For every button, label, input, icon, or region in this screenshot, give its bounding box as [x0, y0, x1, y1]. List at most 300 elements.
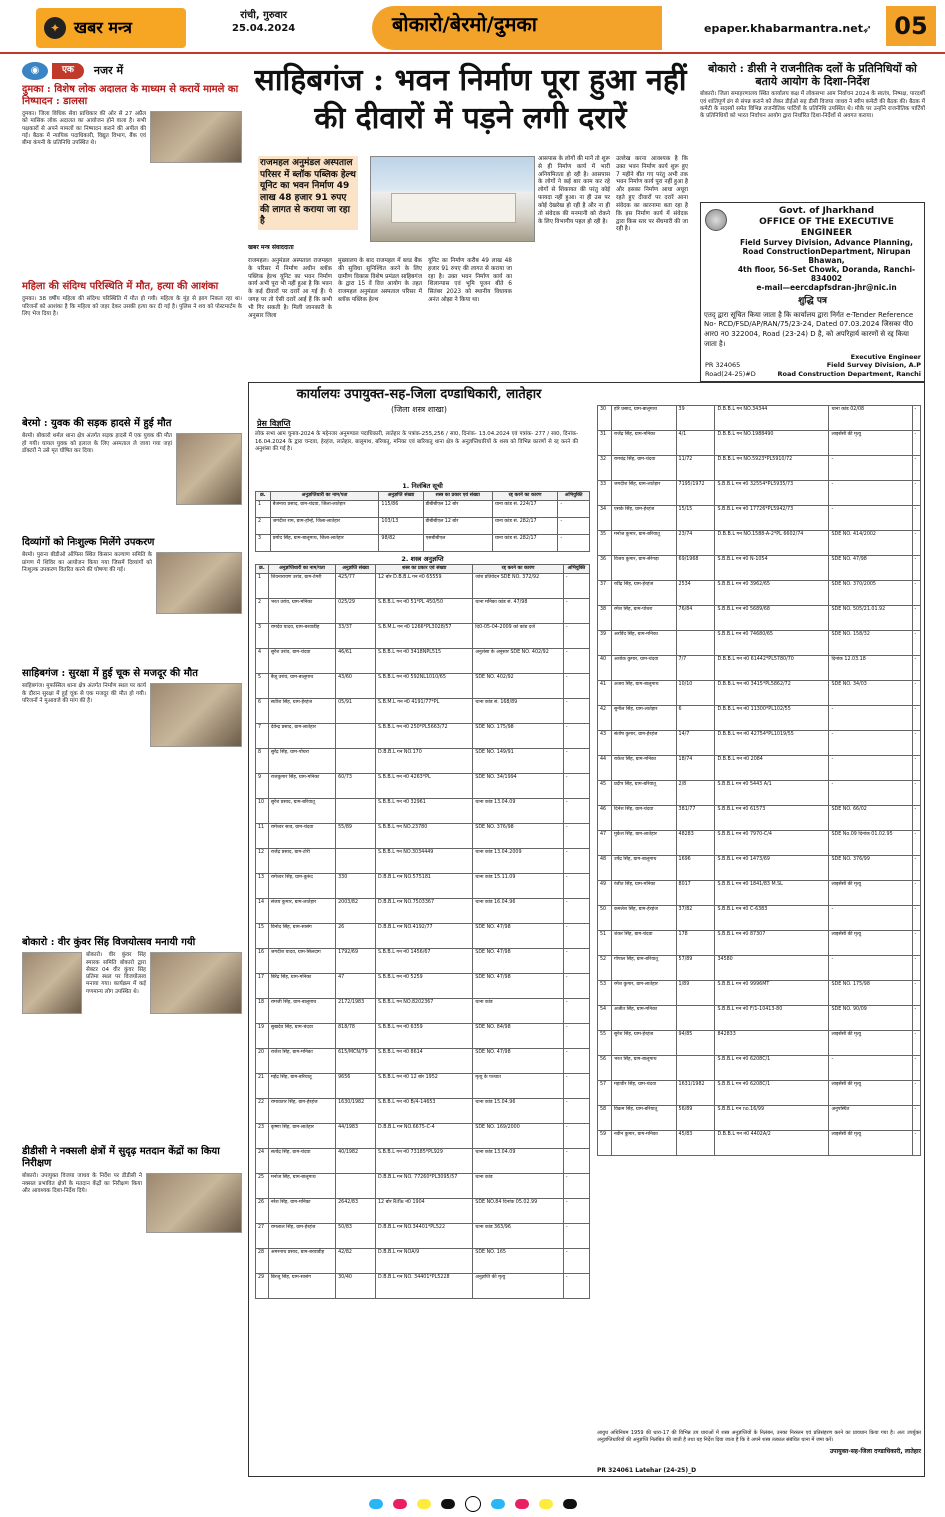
- table-3-cell: -: [912, 631, 920, 656]
- table-3-cell: विक्रम सिंह, ग्राम-बरियातू: [611, 1106, 676, 1131]
- table-2-cell: 425/77: [336, 573, 376, 598]
- table-3-row: [598, 956, 921, 981]
- table-2-cell: 615/MCN/79: [336, 1048, 376, 1073]
- table-2-cell: 025/29: [336, 598, 376, 623]
- table-3-row: [598, 606, 921, 631]
- table-2-cell: [336, 798, 376, 823]
- table-3-row: [598, 631, 921, 656]
- table-3-cell: कमलेश सिंह, ग्राम-हेरहंज: [611, 906, 676, 931]
- table-2-cell: -: [563, 798, 589, 823]
- table-2-cell: 2172/1983: [336, 998, 376, 1023]
- left-column: [22, 62, 242, 1502]
- headline-sahibganj-majdoor[interactable]: साहिबगंज : सुरक्षा में हुई चूक से मजदूर की मौत: [22, 668, 198, 680]
- table-3-cell: -: [912, 681, 920, 706]
- table-3-cell: S.B.B.L गन नं0 61573: [715, 806, 829, 831]
- table-3-cell: अशोक कुमार, ग्राम-चंदवा: [611, 656, 676, 681]
- table-3-cell: [676, 1056, 715, 1081]
- table-1-title: 1. निलंबित सूची: [402, 482, 443, 490]
- table-2-row: [256, 1123, 590, 1148]
- table-1-cell: 98/82: [379, 534, 423, 551]
- main-col-4: आसपास के लोगों की मानें तो शुरू से ही निर्माण कार्य में भारी अनियमितता हो रही है। आसपास के लोगों ने कई बार काम कर रहे लोगों से शिकायत की परंतु कोई फायदा नहीं हुआ। ना ही उस पर कोई देखरेख हो रही है और ना ही तो संवेदक की मनमानी को रोकने के लिए विभागीय पहल हो रही है।: [538, 156, 610, 225]
- table-2-cell: SDE NO. 402/92: [473, 673, 564, 698]
- table-3-cell: महावीर सिंह, ग्राम-चंदवा: [611, 1081, 676, 1106]
- table-1-cell: 1: [256, 500, 271, 517]
- table-2-cell: थाना कांड: [473, 1173, 564, 1198]
- adv-pr-number: PR 324061 Latehar (24-25)_D: [597, 1466, 697, 1474]
- table-3-cell: 59: [598, 1131, 612, 1156]
- table-3-cell: -: [912, 731, 920, 756]
- article-dumka-lok-adalat-cont: [22, 147, 242, 277]
- table-2-row: [256, 998, 590, 1023]
- table-2-cell: 1630/1982: [336, 1098, 376, 1123]
- table-3-cell: 2/8: [676, 781, 715, 806]
- table-3-cell: -: [912, 581, 920, 606]
- table-2-row: [256, 898, 590, 923]
- table-2-header-cell: अनुज्ञप्ति संख्या: [336, 565, 376, 574]
- registration-mark-icon: [465, 1496, 481, 1512]
- table-2-cell: बिरेंद्र सिंह, ग्राम-मनिका: [268, 973, 335, 998]
- table-3-cell: S.B.B.L गन नं0 6208C/1: [715, 1081, 829, 1106]
- table-3-cell: रंजीत सिंह, ग्राम-मनिका: [611, 881, 676, 906]
- notice-text: एतद् द्वारा सूचित किया जाता है कि कार्यालय द्वारा निर्गत e-Tender Reference No- RCD/FSD/AP/RAN/75/23-24, Dated 07.03.2024 जिसका पी0 आर0 न0 322004, Road (23-24) D है, को अपरिहार्य कारणों से रद्द किया जाता है।: [704, 310, 914, 349]
- table-2-cell: SDE NO. 165: [473, 1248, 564, 1273]
- notice-sign-3: Road Construction Department, Ranchi: [777, 369, 921, 378]
- table-1-cell: एसबीबीएल: [423, 534, 492, 551]
- table-3-cell: -: [829, 756, 912, 781]
- table-3-cell: रामचंद्र सिंह, ग्राम-चंदवा: [611, 456, 676, 481]
- table-3-cell: -: [912, 1006, 920, 1031]
- table-2-cell: 15: [256, 923, 269, 948]
- table-3-cell: S.B.B.L गन नं0 5443 A/1: [715, 781, 829, 806]
- section-title: बोकारो/बेरमो/दुमका: [392, 12, 537, 36]
- table-3-cell: गोपाल सिंह, ग्राम-बरियातू: [611, 956, 676, 981]
- print-color-strip: [0, 1490, 945, 1517]
- table-2-row: [256, 1023, 590, 1048]
- table-3-cell: -: [912, 656, 920, 681]
- table-2-row: [256, 1173, 590, 1198]
- table-3-cell: D.B.B.L गन नं0 4402A/2: [715, 1131, 829, 1156]
- table-3-cell: -: [912, 531, 920, 556]
- table-2-cell: सतीश सिंह, ग्राम-हेरहंज: [268, 698, 335, 723]
- table-3-cell: अरविंद सिंह, ग्राम-मनिका: [611, 631, 676, 656]
- table-2-row: [256, 748, 590, 773]
- table-2-row: [256, 723, 590, 748]
- table-3-cell: -: [912, 931, 920, 956]
- table-2-cell: मनोज सिंह, ग्राम-बालूमाथ: [268, 1173, 335, 1198]
- table-3-cell: [676, 631, 715, 656]
- table-3-cell: सुनील सिंह, ग्राम-लातेहार: [611, 706, 676, 731]
- table-2-cell: -: [563, 898, 589, 923]
- table-2-cell: विनोद सिंह, ग्राम-सासंग: [268, 923, 335, 948]
- table-3-cell: 39: [598, 631, 612, 656]
- table-2-cell: थाना कांड 16.04.96: [473, 898, 564, 923]
- table-3-cell: -: [912, 756, 920, 781]
- table-3-cell: लाइसेंसी की मृत्यु: [829, 1131, 912, 1156]
- cursor-icon: ➶: [862, 22, 873, 36]
- cyan-mark: [369, 1499, 383, 1509]
- photo-majdoor: [150, 683, 242, 747]
- table-3-cell: लाइसेंसी की मृत्यु: [829, 1081, 912, 1106]
- table-2-cell: -: [563, 1273, 589, 1298]
- notice-title: शुद्धि पत्र: [798, 296, 827, 307]
- table-3-cell: 50: [598, 906, 612, 931]
- table-3-cell: 45: [598, 781, 612, 806]
- table-3-cell: मुकेश सिंह, ग्राम-लातेहार: [611, 831, 676, 856]
- table-2-cell: -: [563, 773, 589, 798]
- table-3-row: [598, 406, 921, 431]
- table-2-cell: -: [563, 973, 589, 998]
- table-3-cell: D.B.B.L गन नं0 61442*PL5780/70: [715, 656, 829, 681]
- table-2-cell: S.B.B.L गन नं0 5259: [376, 973, 473, 998]
- table-3-cell: राकेश सिंह, ग्राम-मनिका: [611, 756, 676, 781]
- article-bokaro-dc: बोकारो। जिला समाहरणालय स्थित कार्यालय कक्ष में लोकसभा आम निर्वाचन 2024 के स्वतंत्र, निष्पक्ष, पारदर्शी एवं शांतिपूर्ण ढंग से संपन्न कराने को लेकर डीईओ सह डीसी विजया जाधव ने स्वीप कमेटी की बैठक की। बैठक में कमेटी के सदस्यों समेत विभिन्न राजनीतिक पार्टियों के प्रतिनिधि उपस्थित थे। मौके पर उन्होंने राजनीतिक पार्टियों के प्रतिनिधियों को भारत निर्वाचन आयोग द्वारा निर्धारित दिशा-निर्देशों से अवगत कराया।: [700, 91, 925, 120]
- table-3-cell: 56: [598, 1056, 612, 1081]
- table-2-cell: थाना कांड सं. 168/89: [473, 698, 564, 723]
- headline-ddc-nirikshan[interactable]: डीडीसी ने नक्सली क्षेत्रों में सुदृढ़ मतदान केंद्रों का किया निरीक्षण: [22, 1146, 220, 1170]
- photo-ddc: [146, 1173, 242, 1233]
- table-3-cell: -: [912, 1031, 920, 1056]
- table-2-cell: S.B.B.L गन नं0 32961: [376, 798, 473, 823]
- table-3-cell: D.B.B.L गन NO.34344: [715, 406, 829, 431]
- table-3-row: [598, 706, 921, 731]
- adv-intro: लोक सभा आम चुनाव-2024 के मद्देनजर अनुमण्डल पदाधिकारी, लातेहार के पत्रांक-255,256 / सा0, दिनांक- 13.04.2024 एवं पत्रांक- 277 / सा0, दिनांक- 16.04.2024 के द्वारा चन्दवा, हेरहंज, लातेहार, बालूमाथ, बरियातू, मनिका एवं बारियातू थाना क्षेत्र के अनुज्ञप्तिधारियों के शस्त्र को विभिन्न कारणों से रद्द करने की अनुशंसा की गई है।: [255, 431, 578, 452]
- table-3-cell: अजीत सिंह, ग्राम-मनिका: [611, 1006, 676, 1031]
- notice-office: OFFICE OF THE EXECUTIVE ENGINEER: [759, 216, 894, 238]
- table-2-cell: 2: [256, 598, 269, 623]
- table-3-cell: 53: [598, 981, 612, 1006]
- table-2-cell: S.B.B.L गन नं0 3418NPL515: [376, 648, 473, 673]
- table-2-cell: मृत्यु के पश्चात: [473, 1073, 564, 1098]
- table-2-cell: S.B.B.L गन NO.8202367: [376, 998, 473, 1023]
- table-3-cell: भरत सिंह, ग्राम-बालूमाथ: [611, 1056, 676, 1081]
- table-2-cell: 24: [256, 1148, 269, 1173]
- masthead: [0, 0, 945, 54]
- table-3-cell: S.B.B.L गन no.16/99: [715, 1106, 829, 1131]
- table-3-cell: -: [912, 981, 920, 1006]
- table-2-cell: संजय कुमार, ग्राम-लातेहार: [268, 898, 335, 923]
- table-2-cell: -: [563, 823, 589, 848]
- table-2-header-cell: शस्त्र का प्रकार एवं संख्या: [376, 565, 473, 574]
- table-2-cell: 1792/69: [336, 948, 376, 973]
- table-2-row: [256, 973, 590, 998]
- table-3-row: [598, 456, 921, 481]
- table-3-cell: SDE NO. 66/02: [829, 806, 912, 831]
- table-1-cell: डीबीबीएल 12 बोर: [423, 517, 492, 534]
- table-3-cell: -: [912, 456, 920, 481]
- table-2-row: [256, 573, 590, 598]
- table-2-cell: 330: [336, 873, 376, 898]
- date: 25.04.2024: [232, 22, 296, 34]
- table-3-cell: -: [912, 431, 920, 456]
- table-2-cell: -: [563, 573, 589, 598]
- table-2-cell: -: [563, 1123, 589, 1148]
- headline-divyang-upkaran[interactable]: दिव्यांगों को निःशुल्क मिलेंगे उपकरण: [22, 537, 155, 549]
- table-2-cell: D.B.B.L गन NO.34401*PL522: [376, 1223, 473, 1248]
- table-3-cell: लाइसेंसी की मृत्यु: [829, 931, 912, 956]
- building-photo: [370, 156, 535, 242]
- notice-sign-2: Field Survey Division, A.P: [826, 361, 921, 370]
- table-3-cell: -: [912, 881, 920, 906]
- table-1-body: [256, 500, 590, 551]
- table-3-cell: -: [912, 1056, 920, 1081]
- table-3-cell: SDE NO. 505/21.01.92: [829, 606, 912, 631]
- table-3-cell: 10/10: [676, 681, 715, 706]
- table-2-cell: S.B.B.L गन नं0 1456/67: [376, 948, 473, 973]
- table-2-cell: D.B.B.L गन NO.7503367: [376, 898, 473, 923]
- black-mark: [441, 1499, 455, 1509]
- table-3-cell: 7/7: [676, 656, 715, 681]
- cyan-mark-2: [491, 1499, 505, 1509]
- table-2-cell: [336, 848, 376, 873]
- table-3-cell: S.B.B.L गन नं0 17726*PL5942/73: [715, 506, 829, 531]
- table-2-row: [256, 1198, 590, 1223]
- table-3-cell: S.B.B.L गन नं0 6208C/1: [715, 1056, 829, 1081]
- table-1: [255, 491, 590, 552]
- table-2-cell: 1: [256, 573, 269, 598]
- table-3-cell: -: [829, 1056, 912, 1081]
- notice-sign-1: Executive Engineer: [850, 352, 921, 361]
- epaper-link[interactable]: epaper.khabarmantra.net: [704, 22, 863, 35]
- table-3-cell: 34580: [715, 956, 829, 981]
- table-3-cell: 48283: [676, 831, 715, 856]
- table-1-header-cell: क्र.: [256, 492, 271, 501]
- table-2-cell: [336, 1173, 376, 1198]
- photo-kunwar-singh: [22, 952, 82, 1014]
- table-3-cell: -: [912, 406, 920, 431]
- table-2-cell: 12: [256, 848, 269, 873]
- table-2-cell: SDE NO. 47/98: [473, 923, 564, 948]
- table-2-cell: 6: [256, 698, 269, 723]
- table-2-cell: SDE NO. 376/98: [473, 823, 564, 848]
- table-2-cell: रामेश्वर साव, ग्राम-चंदवा: [268, 823, 335, 848]
- table-2-row: [256, 873, 590, 898]
- table-2-cell: 33/37: [336, 623, 376, 648]
- table-2-cell: सुरेश प्रसाद, ग्राम-बरियातू: [268, 798, 335, 823]
- table-3-cell: 1/89: [676, 981, 715, 1006]
- table-2-cell: -: [563, 1248, 589, 1273]
- table-3-row: [598, 556, 921, 581]
- table-2-row: [256, 948, 590, 973]
- table-2-cell: जांच प्रतिवेदन SDE NO. 372/92: [473, 573, 564, 598]
- table-3-cell: D.B.B.L गन NO.5923*PL5910/72: [715, 456, 829, 481]
- table-1-cell: -: [558, 534, 590, 551]
- table-3-cell: -: [829, 956, 912, 981]
- table-1-header-cell: अभियुक्ति: [558, 492, 590, 501]
- table-3-cell: S.B.B.L गन नं0 1473/69: [715, 856, 829, 881]
- table-3-cell: थाना कांड 02/08: [829, 406, 912, 431]
- main-col-3: यूनिट का निर्माण करीब 49 लाख 48 हजार 91 रुपए की लागत से कराया जा रहा है। उक्त भवन निर्माण कार्य का शिलान्यास एवं भूमि पूजन बीते 6 सितंबर 2023 को स्थानीय विधायक अनंत ओझा ने किया था।: [428, 258, 512, 304]
- table-3-cell: 8017: [676, 881, 715, 906]
- table-2-cell: 10: [256, 798, 269, 823]
- table-2-cell: S.B.B.L गन नं0 592NL1010/65: [376, 673, 473, 698]
- table-2-cell: D.B.B.L गन NOA/9: [376, 1248, 473, 1273]
- photo-lok-adalat: [150, 111, 242, 163]
- adv-signature: उपायुक्त-सह-जिला दण्डाधिकारी, लातेहार: [829, 1447, 921, 1455]
- article-bermo-sadak-hadsa: बेरमो। बोकारो थर्मल थाना क्षेत्र अंतर्गत सड़क हादसे में एक युवक की मौत हो गयी। घायल युवक को इलाज के लिए अस्पताल ले जाया गया जहां डॉक्टरों ने उसे मृत घोषित कर दिया।: [22, 433, 172, 454]
- table-3-cell: S.B.B.L गन नं0 3962/65: [715, 581, 829, 606]
- table-3-cell: SDE NO. 47/98: [829, 556, 912, 581]
- table-3-cell: 18/74: [676, 756, 715, 781]
- table-3-cell: S.B.B.L गन नं0 74680/65: [715, 631, 829, 656]
- table-2-cell: नरेश सिंह, ग्राम-मनिका: [268, 1198, 335, 1223]
- table-3-cell: दिनांक 12.03.18: [829, 656, 912, 681]
- table-2-cell: -: [563, 998, 589, 1023]
- table-3-cell: S.B.B.L गन नं0 9996MT: [715, 981, 829, 1006]
- main-col-2: मुख्यालय के बाद राजमहल में ब्लड बैंक की सुविधा सुनिश्चित करने के लिए ग्रामीण विकास विशेष प्रमंडल साहिबगंज के द्वारा 15 वें वित्त आयोग के तहत राजमहल अनुमंडल अस्पताल परिसर में ब्लॉक पब्लिक हेल्थ: [338, 258, 422, 304]
- table-3-cell: SDE No.09 दिनांक 01.02.95: [829, 831, 912, 856]
- table-3-cell: जगदीश सिंह, ग्राम-लातेहार: [611, 481, 676, 506]
- table-2-cell: अनुशंसा के अनुसार SDE NO. 402/92: [473, 648, 564, 673]
- table-3-cell: -: [829, 781, 912, 806]
- table-1-header-cell: अनुज्ञप्ति संख्या: [379, 492, 423, 501]
- table-3-row: [598, 1031, 921, 1056]
- table-3-cell: दिनेश सिंह, ग्राम-चंदवा: [611, 806, 676, 831]
- table-1-header-cell: अनुज्ञप्तिधारी का नाम/पता: [270, 492, 379, 501]
- table-3-cell: 54: [598, 1006, 612, 1031]
- table-2-cell: 47: [336, 973, 376, 998]
- table-3-cell: 31: [598, 431, 612, 456]
- table-3-cell: S.B.B.L गन नं0 C-6383: [715, 906, 829, 931]
- table-3-cell: SDE NO. 414/2002: [829, 531, 912, 556]
- dateline: [232, 10, 295, 35]
- table-1-cell: 115/86: [379, 500, 423, 517]
- notice-govt: Govt. of Jharkhand: [778, 206, 875, 216]
- table-2-cell: -: [563, 648, 589, 673]
- table-2-cell: -: [563, 1023, 589, 1048]
- table-2-cell: S.B.B.L गन NO.3034449: [376, 848, 473, 873]
- table-3-cell: -: [912, 906, 920, 931]
- notice-line2: 4th floor, 56-Set Chowk, Doranda, Ranchi-834002: [737, 265, 916, 284]
- table-2-row: [256, 823, 590, 848]
- table-2-cell: थाना कांड 15.11.09: [473, 873, 564, 898]
- table-3-cell: 381/77: [676, 806, 715, 831]
- table-3-cell: 178: [676, 931, 715, 956]
- city-day: रांची, गुरुवार: [240, 10, 288, 21]
- table-3-cell: 14/7: [676, 731, 715, 756]
- table-3-cell: -: [912, 956, 920, 981]
- table-1-cell: -: [558, 500, 590, 517]
- logo[interactable]: [36, 8, 186, 48]
- table-2-cell: रामेश्वर सिंह, ग्राम-कुरुंद: [268, 873, 335, 898]
- headline-dumka-lok-adalat[interactable]: दुमका : विशेष लोक अदालत के माध्यम से करायें मामले का निष्पादन : डालसा: [22, 84, 239, 107]
- table-2-cell: 19: [256, 1023, 269, 1048]
- table-2-cell: -: [563, 1173, 589, 1198]
- table-2-cell: D.B.B.L गन NO.170: [376, 748, 473, 773]
- table-3-cell: 37/82: [676, 906, 715, 931]
- table-3-cell: 11/72: [676, 456, 715, 481]
- article-mahila-maut: दुमका। 38 वर्षीय महिला की संदिग्ध परिस्थिति में मौत हो गयी। महिला के मुंह से झाग निकल रहा था। परिजनों को आशंका है कि महिला को जहर देकर उसकी हत्या कर दी गई है। पुलिस ने शव को पोस्टमार्टम के लिए भेज दिया है।: [22, 296, 242, 317]
- table-2-cell: थाना कांड 13.04.09: [473, 798, 564, 823]
- table-2-cell: 14: [256, 898, 269, 923]
- table-2-cell: -: [563, 948, 589, 973]
- table-3-cell: -: [912, 1106, 920, 1131]
- notice-line1: Field Survey Division, Advance Planning, Road ConstructionDepartment, Nirupan Bhawan,: [739, 238, 914, 266]
- headline-bokaro-dc[interactable]: बोकारो : डीसी ने राजनीतिक दलों के प्रतिनिधियों को बताये आयोग के दिशा-निर्देश: [708, 62, 917, 89]
- photo-divyang-camp: [156, 552, 242, 614]
- table-3-cell: -: [912, 806, 920, 831]
- table-1-cell: प्रमोद सिंह, ग्राम-बालूमाथ, जिला-लातेहार: [270, 534, 379, 551]
- table-3-row: [598, 481, 921, 506]
- article-kunwar-singh: बोकारो। वीर कुंवर सिंह स्मारक समिति बोकारो द्वारा सेक्टर 04 वीर कुंवर सिंह प्रतिमा स्थल पर विजयोत्सव मनाया गया। कार्यक्रम में कई गणमान्य लोग उपस्थित थे।: [86, 952, 146, 995]
- table-3-cell: उपेंद्र सिंह, ग्राम-बालूमाथ: [611, 856, 676, 881]
- table-2-cell: D.B.B.L गन NO. 34401*PL5228: [376, 1273, 473, 1298]
- main-columns-right: [538, 156, 688, 234]
- table-2-cell: 30/40: [336, 1273, 376, 1298]
- table-2-cell: 05/91: [336, 698, 376, 723]
- section-tag: [22, 62, 242, 80]
- magenta-mark-2: [515, 1499, 529, 1509]
- table-2-row: [256, 623, 590, 648]
- table-3-cell: -: [829, 456, 912, 481]
- byline: खबर मन्त्र संवाददाता: [248, 244, 294, 251]
- table-3-cell: 44: [598, 756, 612, 781]
- table-3-cell: -: [912, 606, 920, 631]
- table-3-cell: 51: [598, 931, 612, 956]
- table-3-cell: SDE NO. 34/03: [829, 681, 912, 706]
- table-3: [597, 405, 921, 1156]
- table-3-cell: संतोष कुमार, ग्राम-हेरहंज: [611, 731, 676, 756]
- table-2-row: [256, 798, 590, 823]
- jharkhand-emblem-icon: [705, 209, 727, 231]
- table-3-cell: -: [912, 1081, 920, 1106]
- table-3-cell: 37: [598, 581, 612, 606]
- table-3-cell: SDE NO. 376/99: [829, 856, 912, 881]
- table-1-row: [256, 534, 590, 551]
- headline-bermo-sadak-hadsa[interactable]: बेरमो : युवक की सड़क हादसे में हुई मौत: [22, 418, 172, 430]
- table-2-cell: SDE NO. 34/1994: [473, 773, 564, 798]
- table-3-cell: 76/84: [676, 606, 715, 631]
- table-2-cell: 28: [256, 1248, 269, 1273]
- table-2-row: [256, 1148, 590, 1173]
- article-sahibganj-majdoor: साहिबगंज। मुफस्सिल थाना क्षेत्र अंतर्गत निर्माण स्थल पर कार्य के दौरान सुरक्षा में हुई चूक से एक मजदूर की मौत हो गयी। परिजनों ने मुआवजे की मांग की है।: [22, 683, 146, 704]
- notice-email[interactable]: e-mail—eercdapfsdran-jhr@nic.in: [756, 283, 897, 293]
- headline-mahila-maut[interactable]: महिला की संदिग्ध परिस्थिति में मौत, हत्या की आशंका: [22, 281, 219, 293]
- table-3-cell: 35: [598, 531, 612, 556]
- table-3-cell: 58: [598, 1106, 612, 1131]
- table-3-cell: 23/74: [676, 531, 715, 556]
- table-3-row: [598, 656, 921, 681]
- table-2-cell: सुरेंद्र सिंह, ग्राम-पोचरा: [268, 748, 335, 773]
- table-3-row: [598, 931, 921, 956]
- table-3-cell: -: [912, 781, 920, 806]
- table-3-cell: D.B.B.L गन नं0 3415*PL5862/72: [715, 681, 829, 706]
- table-2-cell: 4: [256, 648, 269, 673]
- table-3-cell: S.B.B.L गन नं0 F/1-10413-80: [715, 1006, 829, 1031]
- table-2-row: [256, 1273, 590, 1298]
- main-headline[interactable]: साहिबगंज : भवन निर्माण पूरा हुआ नहीं की दीवारों में पड़ने लगी दरारें: [254, 63, 687, 136]
- table-3-cell: 94/85: [676, 1031, 715, 1056]
- table-3-cell: 48: [598, 856, 612, 881]
- table-3-row: [598, 1131, 921, 1156]
- table-2-cell: रामदेव यादव, ग्राम-बरवाडीह: [268, 623, 335, 648]
- table-2-cell: SDE NO. 169/2000: [473, 1123, 564, 1148]
- table-2-cell: कृष्णा सिंह, ग्राम-लातेहार: [268, 1123, 335, 1148]
- table-1-cell: थाना कांड सं. 282/17: [492, 517, 558, 534]
- table-2-cell: 18: [256, 998, 269, 1023]
- tag-nazar: नजर में: [93, 64, 124, 78]
- table-3-cell: 7195/1972: [676, 481, 715, 506]
- table-3-cell: SDE NO. 158/32: [829, 631, 912, 656]
- table-2-header-cell: क्र.: [256, 565, 269, 574]
- page-number: 05: [886, 6, 936, 46]
- table-3-cell: सुरेश सिंह, ग्राम-हेरहंज: [611, 1031, 676, 1056]
- table-3-cell: 43: [598, 731, 612, 756]
- table-2-cell: S.B.B.L गन NO.23780: [376, 823, 473, 848]
- table-2-cell: 7: [256, 723, 269, 748]
- table-3-cell: राजेंद्र सिंह, ग्राम-मनिका: [611, 431, 676, 456]
- headline-kunwar-singh[interactable]: बोकारो : वीर कुंवर सिंह विजयोत्सव मनायी गयी: [22, 937, 196, 949]
- article-divyang-upkaran: बेरमो। पुराना बीडीओ ऑफिस स्थित किसान कल्याण समिति के प्रांगण में शिविर का आयोजन किया गया जिसमें दिव्यांगों को निःशुल्क उपकरण वितरित करने की घोषणा की गई।: [22, 552, 152, 573]
